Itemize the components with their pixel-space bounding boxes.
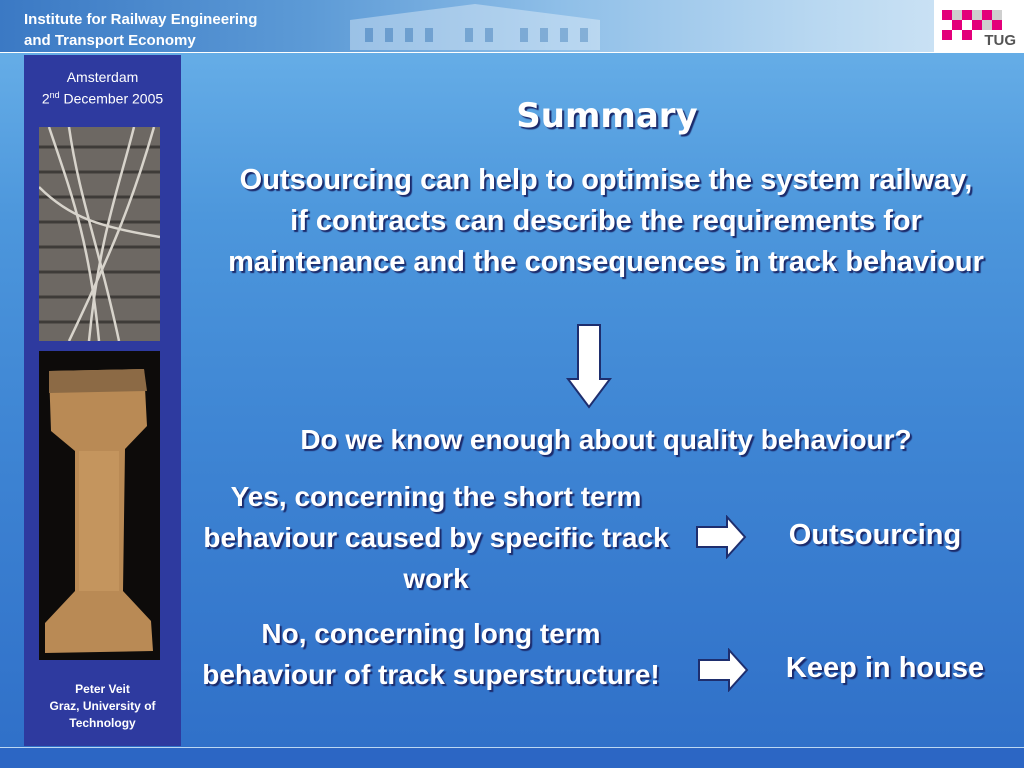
institute-name <box>24 9 257 51</box>
yes-statement: Yes, concerning the short term behaviour caused by specific track work <box>203 481 669 594</box>
right-arrow-icon <box>697 648 749 692</box>
down-arrow-icon <box>566 323 612 409</box>
author-name: Peter Veit <box>75 682 130 696</box>
date-day: 2 <box>41 90 50 107</box>
affiliation-line-2: Technology <box>69 716 136 730</box>
rail-cross-section-photo-icon <box>39 351 160 660</box>
event-info <box>24 68 181 108</box>
event-location: Amsterdam <box>66 69 139 85</box>
author-info <box>24 681 181 732</box>
footer-band <box>0 748 1024 768</box>
no-statement: No, concerning long term behaviour of track superstructure! <box>202 618 660 690</box>
event-date <box>24 86 181 108</box>
yes-result: Outsourcing <box>788 519 962 551</box>
no-result: Keep in house <box>785 652 985 684</box>
sidebar <box>24 55 181 746</box>
affiliation-line-1: Graz, University of <box>49 699 156 713</box>
right-arrow-icon <box>695 515 747 559</box>
date-rest: December 2005 <box>59 90 164 107</box>
header-bar <box>0 0 1024 53</box>
tug-logo <box>934 0 1024 52</box>
institute-line-2: and Transport Economy <box>24 32 196 49</box>
slide-title: Summary <box>516 96 698 136</box>
quality-question: Do we know enough about quality behaviour? <box>300 424 912 455</box>
building-icon <box>330 2 620 50</box>
tug-logo-text: TUG <box>984 32 1016 49</box>
date-suffix: nd <box>49 90 60 100</box>
railway-switch-photo-icon <box>39 127 160 341</box>
main-statement: Outsourcing can help to optimise the system railway, if contracts can describe the requirements for maintenance and the consequences in track behaviour <box>228 164 984 278</box>
institute-line-1: Institute for Railway Engineering <box>24 11 258 28</box>
